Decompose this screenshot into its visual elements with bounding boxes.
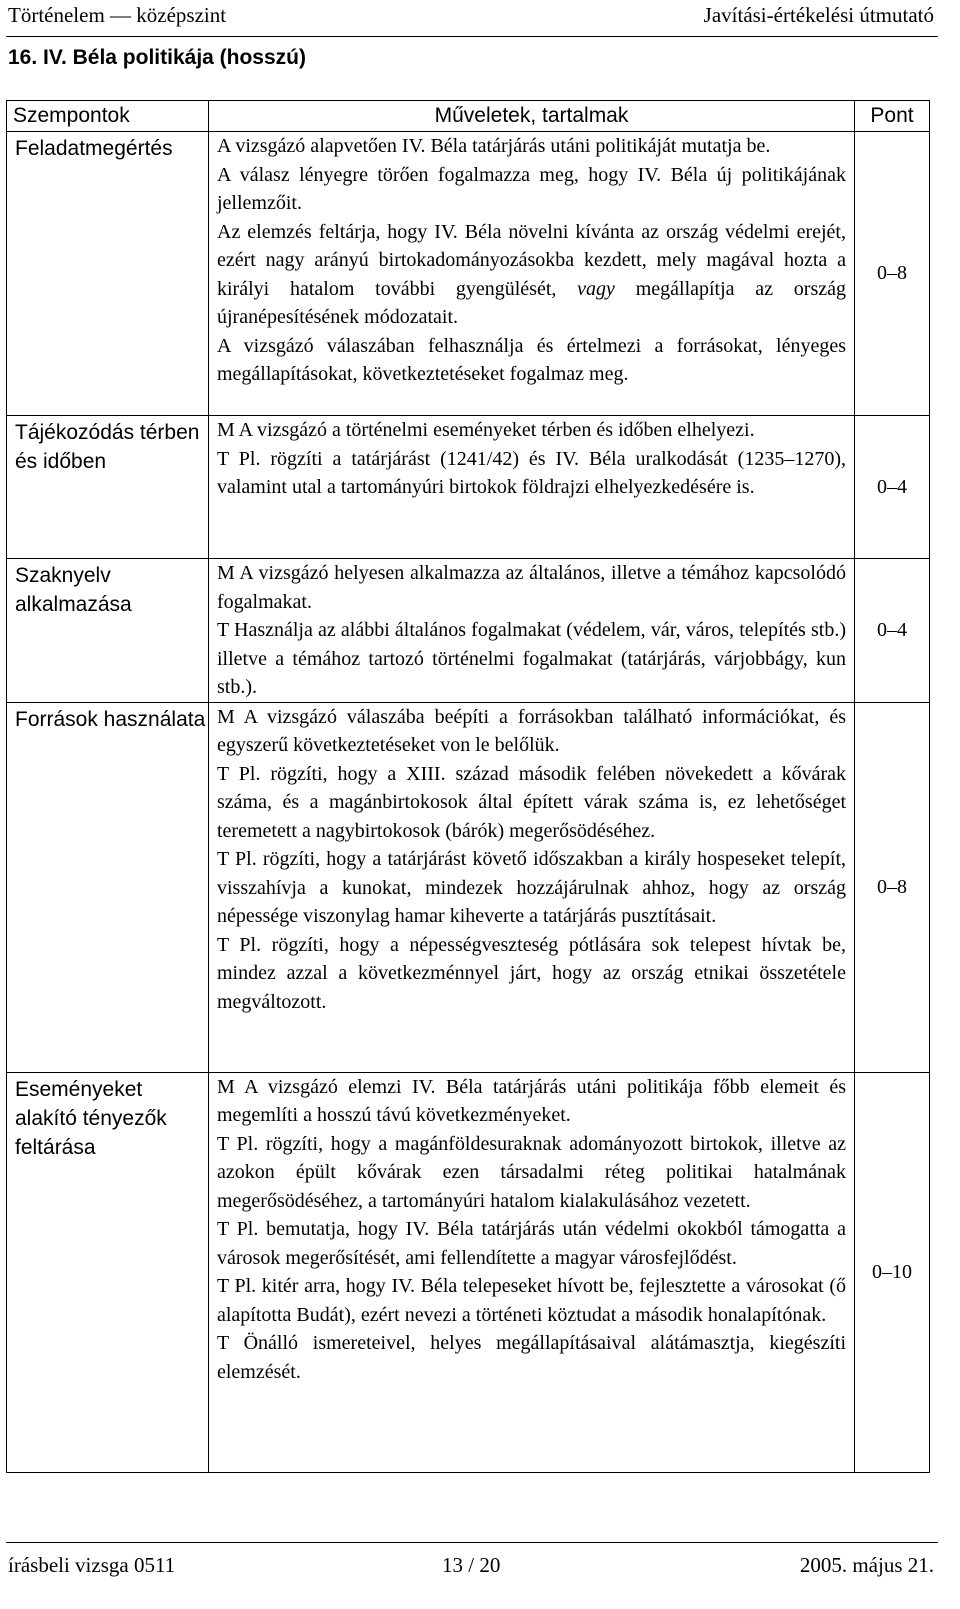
criterion-cell: Feladatmegértés — [7, 132, 209, 416]
criterion-cell: Szaknyelv alkalmazása — [7, 559, 209, 703]
content-line: T Pl. rögzíti, hogy a tatárjárást követő időszakban a király hospeseket telepít, visszahívja a kunokat, mindezek hozzájárulnak ahhoz, hogy az ország népessége viszonylag hamar kiheverte a tatárjárás pusztításait. — [217, 848, 846, 927]
content-line: A válasz lényegre törően fogalmazza meg, hogy IV. Béla új politikájának jellemzőit. — [217, 163, 846, 214]
table-row — [7, 132, 930, 416]
content-line: T Használja az alábbi általános fogalmakat (védelem, vár, város, telepítés stb.) illetve a témához tartozó történelmi fogalmakat (tatárjárás, várjobbágy, kun stb.). — [217, 619, 846, 698]
content-line — [217, 218, 846, 332]
content-line: M A vizsgázó válaszába beépíti a forrásokban található információkat, és egyszerű következtetéseket von le belőlük. — [217, 705, 846, 756]
points-cell: 0–4 — [855, 559, 930, 703]
col-header-content: Műveletek, tartalmak — [209, 101, 855, 132]
col-header-criteria: Szempontok — [7, 101, 209, 132]
content-cell — [209, 132, 855, 416]
section-title: 16. IV. Béla politikája (hosszú) — [8, 46, 306, 69]
col-header-points: Pont — [855, 101, 930, 132]
content-line: T Pl. bemutatja, hogy IV. Béla tatárjárás után védelmi okokból támogatta a városok megerősítését, ami fellendítette a magyar városfejlődést. — [217, 1218, 846, 1269]
page-header — [6, 0, 938, 37]
page-footer — [6, 1542, 938, 1579]
content-line: T Pl. kitér arra, hogy IV. Béla telepeseket hívott be, fejlesztette a városokat (ő alapította Budát), ezért nevezi a történeti köztudat a második honalapítónak. — [217, 1275, 846, 1326]
content-cell — [209, 702, 855, 1072]
table-row — [7, 1072, 930, 1472]
header-subject: Történelem — középszint — [8, 3, 227, 27]
content-text: megállapítja az ország újranépesítésének módozatait. — [217, 277, 847, 328]
content-cell — [209, 416, 855, 559]
points-cell: 0–8 — [855, 132, 930, 416]
content-cell — [209, 559, 855, 703]
grading-table — [6, 100, 930, 1473]
criterion-cell: Források használata — [7, 702, 209, 1072]
content-line: M A vizsgázó helyesen alkalmazza az általános, illetve a témához kapcsolódó fogalmakat. — [217, 562, 846, 613]
footer-page-number: 13 / 20 — [442, 1553, 501, 1577]
points-cell: 0–10 — [855, 1072, 930, 1472]
table-row — [7, 416, 930, 559]
table-header-row — [7, 101, 930, 132]
content-line: A vizsgázó alapvetően IV. Béla tatárjárás utáni politikáját mutatja be. — [217, 135, 771, 157]
content-line: T Pl. rögzíti, hogy a népességveszteség pótlására sok telepest hívtak be, mindez azzal a következménnyel járt, hogy az ország etnikai összetétele megváltozott. — [217, 933, 846, 1013]
content-line: M A vizsgázó a történelmi eseményeket térben és időben elhelyezi. — [217, 419, 755, 441]
header-doc-type: Javítási-értékelési útmutató — [703, 3, 934, 27]
content-line: T Pl. rögzíti, hogy a XIII. század második felében növekedett a kővárak száma, és a magánbirtokosok által épített várak száma is, ez lehetőséget teremetett a nagybirtokosok (bárók) megerősödéséhez. — [217, 762, 846, 842]
points-cell: 0–8 — [855, 702, 930, 1072]
footer-date: 2005. május 21. — [799, 1553, 934, 1577]
content-cell — [209, 1072, 855, 1472]
content-emphasis: vagy — [577, 277, 615, 300]
footer-exam-code: írásbeli vizsga 0511 — [8, 1553, 176, 1577]
content-line: T Pl. rögzíti, hogy a magánföldesuraknak adományozott birtokok, illetve az azokon épült kővárak ezen társadalmi réteg politikai hatalmának megerősödéséhez, a tartományúri hatalom kialakulásához vezetett. — [217, 1132, 846, 1212]
criterion-cell: Eseményeket alakító tényezők feltárása — [7, 1072, 209, 1472]
table-row — [7, 559, 930, 703]
content-line: T Pl. rögzíti a tatárjárást (1241/42) és IV. Béla uralkodását (1235–1270), valamint utal a tartományúri birtokok földrajzi elhelyezkedésére is. — [217, 447, 846, 498]
table-row — [7, 702, 930, 1072]
criterion-cell: Tájékozódás térben és időben — [7, 416, 209, 559]
content-line: A vizsgázó válaszában felhasználja és értelmezi a forrásokat, lényeges megállapításokat, következtetéseket fogalmaz meg. — [217, 334, 846, 385]
content-line: T Önálló ismereteivel, helyes megállapításaival alátámasztja, kiegészíti elemzését. — [217, 1332, 846, 1383]
content-text: Az elemzés feltárja, hogy IV. Béla növelni kívánta az ország védelmi erejét, ezért nagy arányú birtokadományozásokba kezdett, mely magával hozta a királyi hatalom további gyengülését, — [217, 220, 846, 300]
content-line: M A vizsgázó elemzi IV. Béla tatárjárás utáni politikája főbb elemeit és megemlíti a hosszú távú következményeket. — [217, 1075, 846, 1126]
points-cell: 0–4 — [855, 416, 930, 559]
